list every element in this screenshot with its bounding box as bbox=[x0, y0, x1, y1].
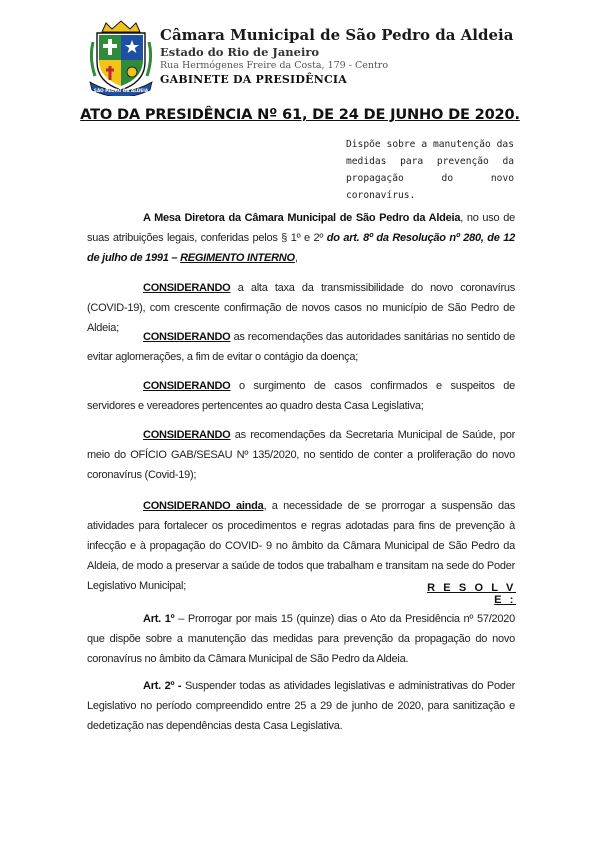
letterhead bbox=[88, 20, 528, 100]
considerando-paragraph bbox=[87, 327, 515, 367]
considerando-text: as recomendações da Secretaria Municipal de Saúde, por meio do OFÍCIO GAB/SESAU Nº 135/2020, no sentido de conter a proliferação do novo coronavírus (Covid-19); bbox=[87, 429, 515, 481]
article-paragraph bbox=[87, 676, 515, 736]
act-title: ATO DA PRESIDÊNCIA Nº 61, DE 24 DE JUNHO DE 2020. bbox=[80, 106, 520, 123]
preamble-paragraph bbox=[87, 208, 515, 268]
preamble-reference: do art. 8º da Resolução nº 280, de 12 de julho de 1991 – bbox=[87, 232, 515, 264]
organization-name: Câmara Municipal de São Pedro da Aldeia bbox=[160, 26, 514, 44]
considerando-text: a alta taxa da transmissibilidade do novo coronavírus (COVID-19), com crescente confirmação de novos casos no município de São Pedro de Aldeia; bbox=[87, 282, 515, 334]
considerando-paragraph bbox=[87, 376, 515, 416]
article-text: Suspender todas as atividades legislativas e administrativas do Poder Legislativo no período compreendido entre 25 a 29 de junho de 2020, para sanitização e dedetização nas dependências desta Casa Legislativa. bbox=[87, 680, 516, 732]
preamble-reference-underlined: REGIMENTO INTERNO bbox=[180, 252, 295, 264]
preamble-lead: A Mesa Diretora da Câmara Municipal de São Pedro da Aldeia bbox=[143, 212, 461, 224]
considerando-paragraph bbox=[87, 496, 515, 596]
crest-motto: SÃO PEDRO DA ALDEIA bbox=[93, 88, 149, 93]
article-number: Art. 1º bbox=[143, 613, 175, 625]
address: Rua Hermógenes Freire da Costa, 179 - Centro bbox=[160, 60, 389, 71]
preamble-text: , no uso de suas atribuições legais, conferidas pelos § 1º e 2º bbox=[87, 212, 515, 244]
letterhead-text bbox=[160, 26, 513, 86]
article-paragraph bbox=[87, 609, 515, 669]
considerando-keyword: CONSIDERANDO bbox=[143, 380, 231, 392]
considerando-keyword: CONSIDERANDO ainda bbox=[143, 500, 264, 512]
considerando-text: as recomendações das autoridades sanitárias no sentido de evitar aglomerações, a fim de evitar o contágio da doença; bbox=[87, 331, 515, 363]
state-name: Estado do Rio de Janeiro bbox=[160, 45, 320, 59]
considerando-keyword: CONSIDERANDO bbox=[143, 282, 231, 294]
considerando-keyword: CONSIDERANDO bbox=[143, 331, 231, 343]
article-text: – Prorrogar por mais 15 (quinze) dias o Ato da Presidência nº 57/2020 que dispõe sobre a manutenção das medidas para prevenção da propagação do novo coronavírus no âmbito da Câmara Municipal de São Pedro da Aldeia. bbox=[87, 613, 516, 665]
municipal-crest-icon bbox=[88, 20, 154, 96]
resolve-heading: R E S O L V E : bbox=[427, 582, 516, 606]
considerando-text: o surgimento de casos confirmados e suspeitos de servidores e vereadores pertencentes ao quadro desta Casa Legislativa; bbox=[87, 380, 515, 412]
article-number: Art. 2º - bbox=[143, 680, 182, 692]
preamble-end: , bbox=[294, 252, 298, 264]
department-name: GABINETE DA PRESIDÊNCIA bbox=[160, 73, 348, 86]
ementa: Dispõe sobre a manutenção das medidas para prevenção da propagação do novo coronavírus. bbox=[346, 139, 514, 201]
considerando-text: , a necessidade de se prorrogar a suspensão das atividades para fortalecer os procedimentos e regras adotadas para fins de prevenção à infecção e à propagação do COVID- 9 no âmbito da Câmara Municipal de São Pedro da Aldeia, de modo a preservar a saúde de todos que trabalham e transitam na sede do Poder Legislativo Municipal; bbox=[87, 500, 515, 592]
considerando-keyword: CONSIDERANDO bbox=[143, 429, 231, 441]
considerando-paragraph bbox=[87, 425, 515, 485]
